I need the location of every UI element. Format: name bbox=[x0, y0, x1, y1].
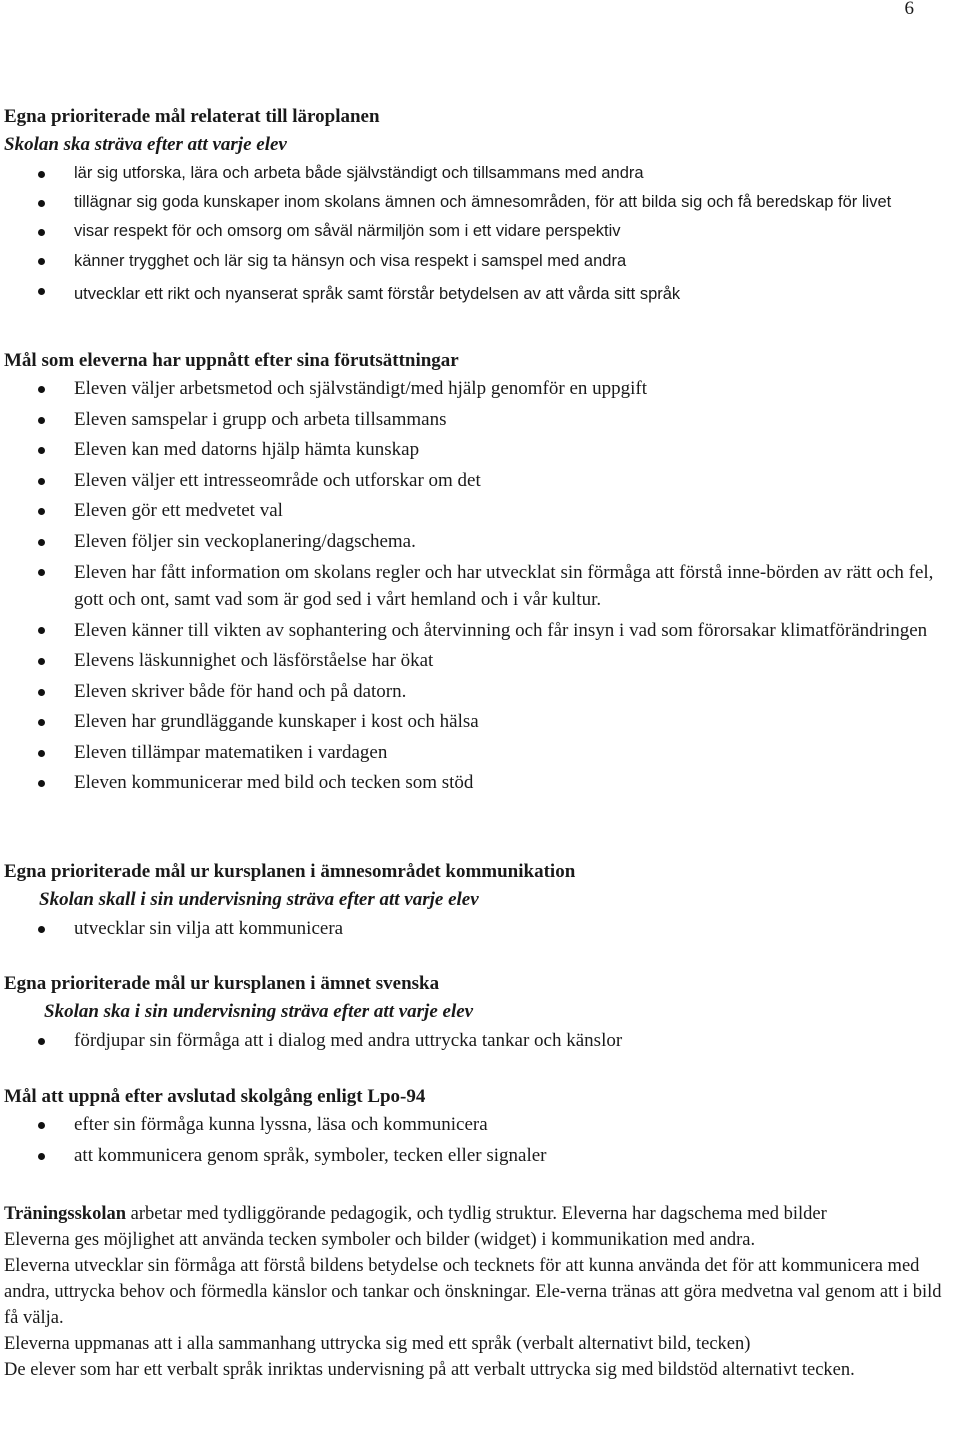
list-item: Eleven följer sin veckoplanering/dagschema. bbox=[4, 527, 954, 558]
paragraph-text: arbetar med tydliggörande pedagogik, och tydlig struktur. Eleverna har dagschema med bilder bbox=[126, 1204, 827, 1224]
list-item: Eleven väljer arbetsmetod och självständigt/med hjälp genomför en uppgift bbox=[4, 374, 954, 405]
list-item: Eleven väljer ett intresseområde och utforskar om det bbox=[4, 466, 954, 497]
paragraph: De elever som har ett verbalt språk inriktas undervisning på att verbalt uttrycka sig med bildstöd alternativt tecken. bbox=[4, 1360, 855, 1380]
section-heading: Egna prioriterade mål ur kursplanen i ämnesområdet kommunikation bbox=[4, 861, 576, 882]
paragraph: Eleverna uppmanas att i alla sammanhang uttrycka sig med ett språk (verbalt alternativt bild, tecken) bbox=[4, 1334, 751, 1354]
section-achieved-goals bbox=[4, 347, 954, 799]
section-laroplan-goals bbox=[4, 103, 954, 309]
list-item: utvecklar ett rikt och nyanserat språk samt förstår betydelsen av att vårda sitt språk bbox=[4, 276, 954, 309]
list-item: Eleven har fått information om skolans regler och har utvecklat sin förmåga att förstå inne-börden av rätt och fel, gott och ont, samt vad som är god sed i vårt hemland och i vår kultur. bbox=[4, 557, 954, 615]
list-item: Eleven känner till vikten av sophantering och återvinning och får insyn i vad som förorsakar klimatförändringen bbox=[4, 615, 954, 646]
paragraph: Eleverna ges möjlighet att använda tecken symboler och bilder (widget) i kommunikation med andra. bbox=[4, 1230, 756, 1250]
list-item: Elevens läskunnighet och läsförståelse har ökat bbox=[4, 646, 954, 677]
section-swedish-goals bbox=[4, 970, 954, 1057]
list-item: Eleven kommunicerar med bild och tecken som stöd bbox=[4, 768, 954, 799]
list-item: tillägnar sig goda kunskaper inom skolans ämnen och ämnesområden, för att bilda sig och få beredskap för livet bbox=[4, 188, 954, 217]
goal-list bbox=[4, 1110, 954, 1171]
list-item: efter sin förmåga kunna lyssna, läsa och kommunicera bbox=[4, 1110, 954, 1141]
section-communication-goals bbox=[4, 858, 954, 945]
list-item: Eleven skriver både för hand och på datorn. bbox=[4, 677, 954, 708]
section-heading: Mål som eleverna har uppnått efter sina förutsättningar bbox=[4, 350, 459, 371]
page-number: 6 bbox=[904, 0, 914, 19]
goal-list bbox=[4, 374, 954, 799]
goal-list bbox=[4, 159, 954, 309]
list-item: att kommunicera genom språk, symboler, tecken eller signaler bbox=[4, 1141, 954, 1172]
section-training-school bbox=[4, 1201, 954, 1383]
goal-list bbox=[4, 1026, 954, 1057]
section-heading: Egna prioriterade mål relaterat till läroplanen bbox=[4, 106, 380, 127]
paragraph-lead: Träningsskolan bbox=[4, 1204, 127, 1224]
list-item: Eleven tillämpar matematiken i vardagen bbox=[4, 738, 954, 769]
list-item: Eleven gör ett medvetet val bbox=[4, 496, 954, 527]
list-item: Eleven samspelar i grupp och arbeta tillsammans bbox=[4, 405, 954, 436]
list-item: visar respekt för och omsorg om såväl närmiljön som i ett vidare perspektiv bbox=[4, 217, 954, 246]
list-item: Eleven har grundläggande kunskaper i kost och hälsa bbox=[4, 707, 954, 738]
list-item: Eleven kan med datorns hjälp hämta kunskap bbox=[4, 435, 954, 466]
list-item: lär sig utforska, lära och arbeta både självständigt och tillsammans med andra bbox=[4, 159, 954, 188]
list-item: utvecklar sin vilja att kommunicera bbox=[4, 914, 954, 945]
section-heading: Mål att uppnå efter avslutad skolgång enligt Lpo-94 bbox=[4, 1086, 426, 1107]
list-item: fördjupar sin förmåga att i dialog med andra uttrycka tankar och känslor bbox=[4, 1026, 954, 1057]
section-subheading: Skolan ska sträva efter att varje elev bbox=[4, 134, 287, 155]
section-heading: Egna prioriterade mål ur kursplanen i ämnet svenska bbox=[4, 973, 440, 994]
section-lpo94-goals bbox=[4, 1083, 954, 1171]
goal-list bbox=[4, 914, 954, 945]
paragraph: Eleverna utvecklar sin förmåga att förstå bildens betydelse och tecknets för att kunna använda det för att kommunicera med andra, uttrycka behov och förmedla känslor och tankar och önskningar. Ele-verna tränas att göra medvetna val genom att i bild få välja. bbox=[4, 1256, 942, 1328]
list-item: känner trygghet och lär sig ta hänsyn och visa respekt i samspel med andra bbox=[4, 246, 954, 276]
section-subheading: Skolan skall i sin undervisning sträva efter att varje elev bbox=[39, 889, 479, 910]
intro-paragraph bbox=[4, 1201, 954, 1227]
section-subheading: Skolan ska i sin undervisning sträva efter att varje elev bbox=[44, 1001, 474, 1022]
